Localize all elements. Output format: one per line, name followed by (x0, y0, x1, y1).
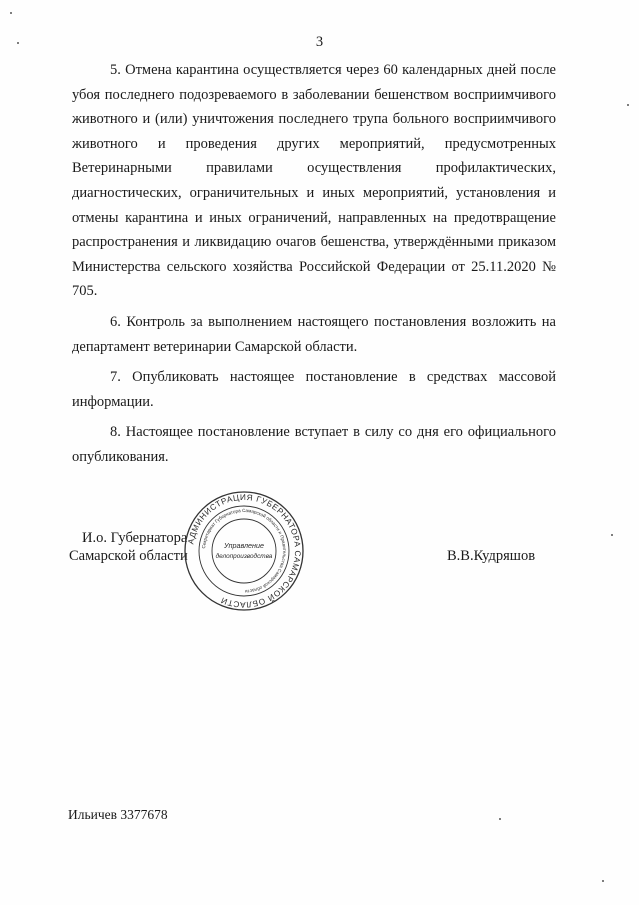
paragraph-8: 8. Настоящее постановление вступает в силу со дня его официального опубликования. (72, 424, 556, 465)
stamp-center-line1: Управление (224, 541, 264, 550)
stamp-center-line2: делопроизводства (215, 553, 273, 560)
scan-speck (627, 104, 629, 106)
signatory-title-line1: И.о. Губернатора (82, 530, 188, 546)
scan-speck (602, 880, 604, 882)
scan-speck (499, 818, 501, 820)
scan-speck (10, 12, 12, 14)
paragraph-7: 7. Опубликовать настоящее постановление в средствах массовой информации. (72, 369, 556, 410)
signatory-title-line2: Самарской области (69, 548, 188, 564)
document-body (72, 58, 556, 474)
paragraph-6: 6. Контроль за выполнением настоящего постановления возложить на департамент ветеринарии Самарской области. (72, 313, 556, 355)
executor-contact: Ильичев 3377678 (68, 807, 168, 822)
paragraph-5: 5. Отмена карантина осуществляется через 60 календарных дней после убоя последнего подозреваемого в заболевании бешенством восприимчивого животного и (или) уничтожения последнего трупа больного восприимчивого животного и проведения других мероприятий, предусмотренных Ветеринарными правилами осуществления профилактических, диагностических, ограничительных и иных мероприятий, установления и отмены карантина и иных ограничений, направленных на предотвращение распространения и ликвидацию очагов бешенства, утверждёнными приказом Министерства сельского хозяйства Российской Федерации от 25.11.2020 № 705. (72, 62, 556, 300)
signatory-name: В.В.Кудряшов (447, 548, 536, 564)
stamp-outer-text: АДМИНИСТРАЦИЯ ГУБЕРНАТОРА САМАРСКОЙ ОБЛАСТИ (186, 492, 303, 610)
stamp-inner-text: Секретариат Губернатора Самарской области и Правительства Самарской области (201, 507, 288, 595)
official-seal-stamp (183, 490, 305, 612)
page-number: 3 (315, 34, 324, 50)
scan-speck (17, 42, 19, 44)
scan-speck (611, 534, 613, 536)
